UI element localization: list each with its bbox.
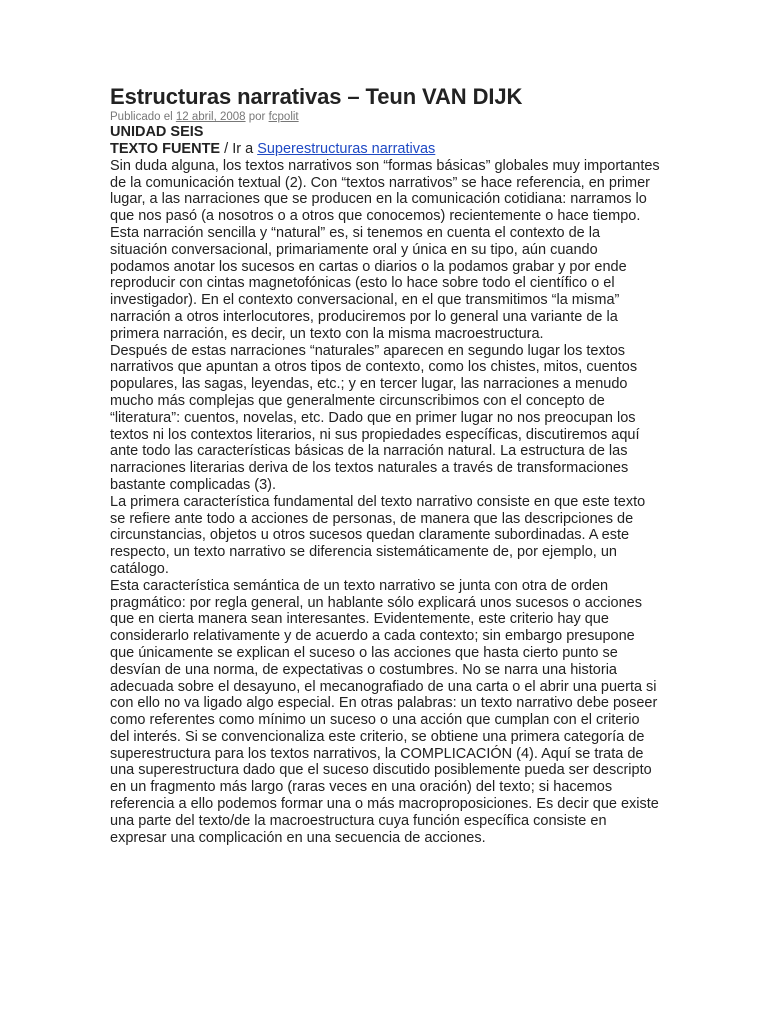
published-prefix: Publicado el xyxy=(110,111,176,123)
article-title: Estructuras narrativas – Teun VAN DIJK xyxy=(110,84,523,109)
paragraph: La primera característica fundamental del texto narrativo consiste en que este texto se refiere ante todo a acciones de personas, de manera que las descripciones de circunstancias, objetos u otros sucesos quedan claramente subordinadas. A este respecto, un texto narrativo se diferencia sistemáticamente de, por ejemplo, un catálogo. xyxy=(110,493,646,577)
by-text: por xyxy=(245,111,269,123)
paragraph: Esta narración sencilla y “natural” es, si tenemos en cuenta el contexto de la situación conversacional, primariamente oral y única en su tipo, aún cuando podamos anotar los sucesos en cartas o diarios o la podamos grabar y por ende reproducir con cintas magnetofónicas (esto lo hace sobre todo el científico o el investigador). En el contexto conversacional, en el que transmitimos “la misma” narración a otros interlocutores, produciremos por lo general una variante de la primera narración, es decir, un texto con la misma macroestructura. xyxy=(110,224,627,342)
paragraph: Después de estas narraciones “naturales” aparecen en segundo lugar los textos narrativos que apuntan a otros tipos de contexto, como los chistes, mitos, cuentos populares, las sagas, leyendas, etc.; y en tercer lugar, las narraciones a menudo mucho más complejas que generalmente circunscribimos con el concepto de “literatura”: cuentos, novelas, etc. Dado que en primer lugar no nos preocupan los textos ni los contextos literarios, ni sus propiedades específicas, discutiremos aquí ante todo las características básicas de la narración natural. La estructura de las narraciones literarias deriva de los textos naturales a través de transformaciones bastante complicadas (3). xyxy=(110,342,640,493)
unit-heading: UNIDAD SEIS xyxy=(110,124,204,140)
source-separator: / Ir a xyxy=(220,141,258,157)
source-label: TEXTO FUENTE xyxy=(110,141,221,157)
article xyxy=(110,84,660,846)
paragraph: Esta característica semántica de un texto narrativo se junta con otra de orden pragmático: por regla general, un hablante sólo explicará unos sucesos o acciones que en cierta manera sean interesantes. Evidentemente, este criterio hay que considerarlo relativamente y de acuerdo a cada contexto; sin embargo presupone que únicamente se explican el suceso o las acciones que hasta cierto punto se desvían de una norma, de expectativas o costumbres. No se narra una historia adecuada sobre el desayuno, el mecanografiado de una carta o el abrir una puerta si con ello no va ligado algo especial. En otras palabras: un texto narrativo debe poseer como referentes como mínimo un suceso o una acción que cumplan con el criterio del interés. Si se convencionaliza este criterio, se obtiene una primera categoría de superestructura para los textos narrativos, la COMPLICACIÓN (4). Aquí se trata de una superestructura dado que el suceso discutido posiblemente pueda ser descripto en un fragmento más largo (raras veces en una oración) del texto; si hacemos referencia a ello podemos formar una o más macroproposiciones. Es decir que existe una parte del texto/de la macroestructura cuya función específica consiste en expresar una complicación en una secuencia de acciones. xyxy=(110,577,659,846)
author-link[interactable]: fcpolit xyxy=(268,111,299,123)
source-line xyxy=(110,141,660,158)
post-meta xyxy=(110,110,660,124)
post-date-link[interactable]: 12 abril, 2008 xyxy=(175,111,246,123)
paragraph: Sin duda alguna, los textos narrativos son “formas básicas” globales muy importantes de la comunicación textual (2). Con “textos narrativos” se hace referencia, en primer lugar, a las narraciones que se producen en la comunicación cotidiana: narramos lo que nos pasó (a nosotros o a otros que conocemos) recientemente o hace tiempo. xyxy=(110,157,660,225)
superestructuras-link[interactable]: Superestructuras narrativas xyxy=(257,141,436,157)
